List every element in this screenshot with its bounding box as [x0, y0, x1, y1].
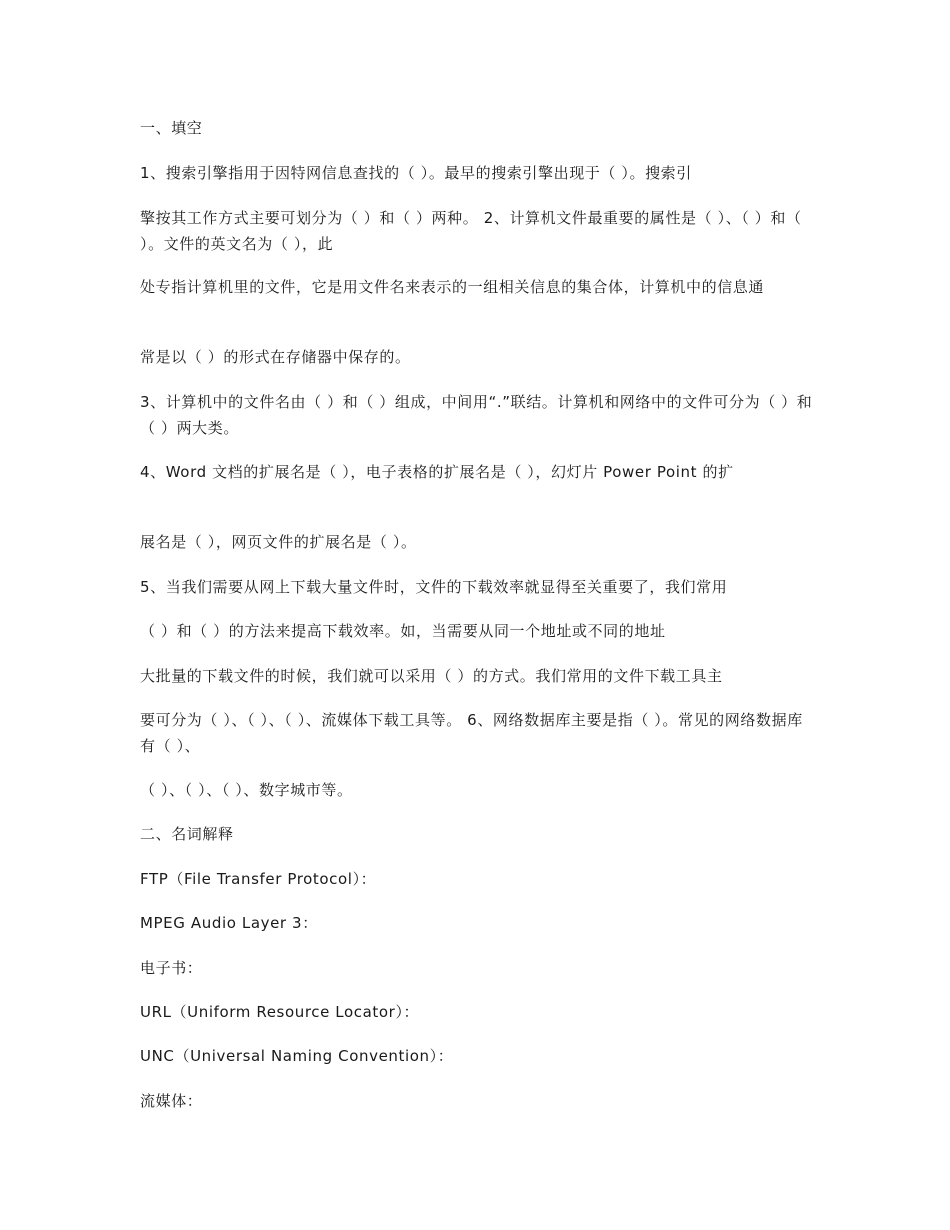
term-ftp: FTP（File Transfer Protocol）：	[140, 870, 377, 888]
term-streaming-media: 流媒体：	[140, 1092, 203, 1110]
paragraph-line: 3、计算机中的文件名由（ ）和（ ）组成，中间用“.”联结。计算机和网络中的文件可分为（ ）和（ ）两大类。	[140, 393, 813, 437]
paragraph-line: （ ）和（ ）的方法来提高下载效率。如，当需要从同一个地址或不同的地址	[140, 622, 666, 640]
paragraph-line: 大批量的下载文件的时候，我们就可以采用（ ）的方式。我们常用的文件下载工具主	[140, 667, 723, 685]
paragraph-line: 处专指计算机里的文件，它是用文件名来表示的一组相关信息的集合体，计算机中的信息通	[140, 278, 765, 296]
paragraph-line: 常是以（ ）的形式在存储器中保存的。	[140, 348, 411, 366]
paragraph-line: 擎按其工作方式主要可划分为（ ）和（ ）两种。 2、计算机文件最重要的属性是（ ）、（ ）和（ ）。文件的英文名为（ ），此	[140, 209, 802, 253]
section-heading-terms: 二、名词解释	[140, 825, 234, 843]
paragraph-line: 4、Word 文档的扩展名是（ ），电子表格的扩展名是（ ），幻灯片 Power Point 的扩	[140, 463, 734, 481]
paragraph-line: （ ）、（ ）、（ ）、数字城市等。	[140, 781, 353, 799]
paragraph-line: 要可分为（ ）、（ ）、（ ）、流媒体下载工具等。 6、网络数据库主要是指（ ）。常见的网络数据库有（ ）、	[140, 711, 803, 755]
paragraph-line: 展名是（ ），网页文件的扩展名是（ ）。	[140, 533, 417, 551]
section-heading-fill-blank: 一、填空	[140, 119, 203, 137]
term-ebook: 电子书：	[140, 959, 203, 977]
paragraph-line: 5、当我们需要从网上下载大量文件时，文件的下载效率就显得至关重要了，我们常用	[140, 578, 728, 596]
paragraph-line: 1、搜索引擎指用于因特网信息查找的（ ）。最早的搜索引擎出现于（ ）。搜索引	[140, 164, 692, 182]
term-unc: UNC（Universal Naming Convention）：	[140, 1047, 454, 1065]
term-mp3: MPEG Audio Layer 3：	[140, 914, 318, 932]
term-url: URL（Uniform Resource Locator）：	[140, 1003, 420, 1021]
